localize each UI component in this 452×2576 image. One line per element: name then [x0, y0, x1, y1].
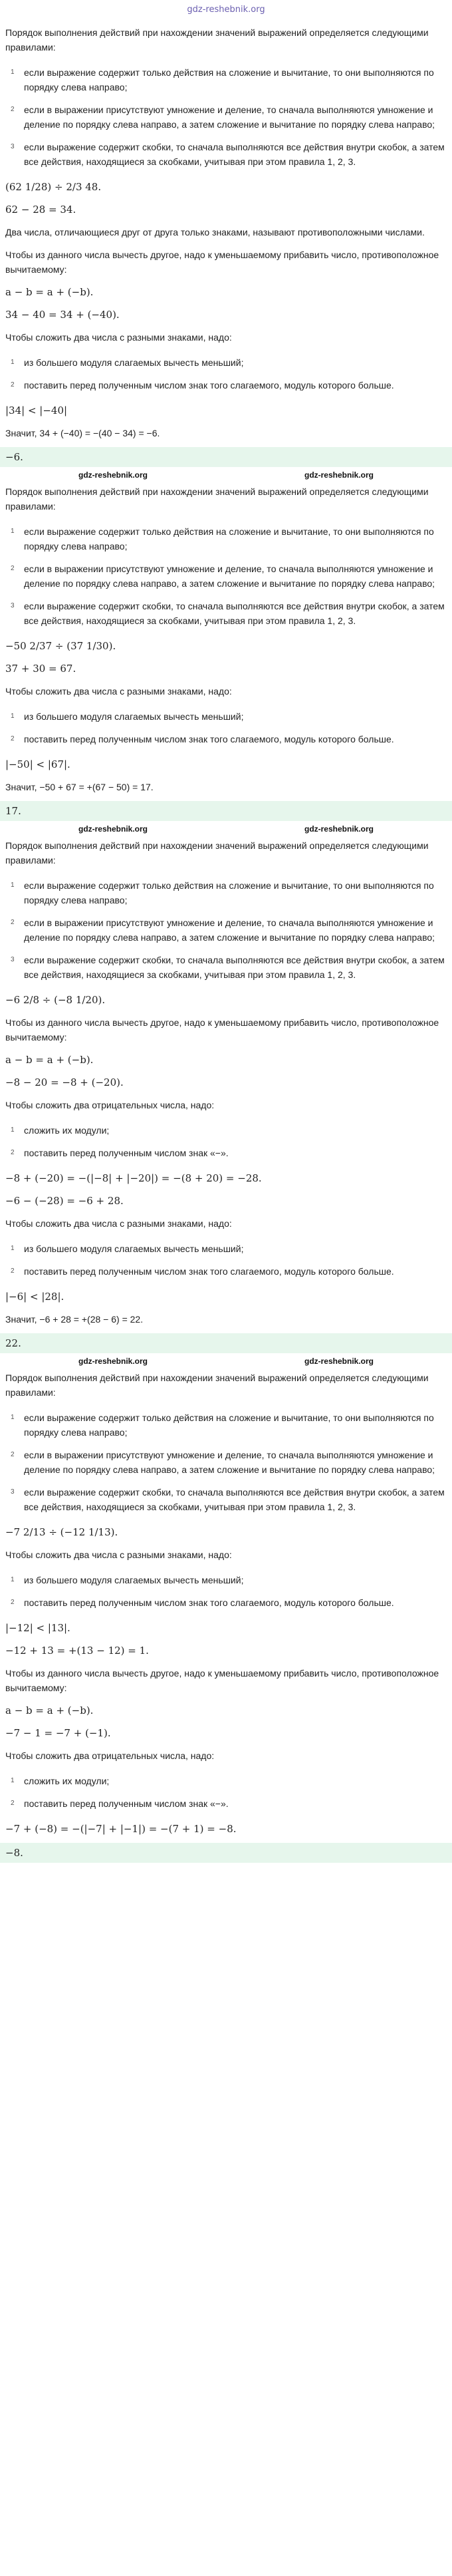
math-line: −7 − 1 = −7 + (−1). [5, 1727, 111, 1739]
step-item: 2 поставить перед полученным числом знак того слагаемого, модуль которого больше. [11, 380, 394, 391]
conclusion: Значит, −50 + 67 = +(67 − 50) = 17. [5, 782, 154, 792]
rule-item: 2 если в выражении присутствуют умножение и деление, то сначала выполняются умножение и деление по порядку слева направо, а затем сложение и вычитание по порядку слева направо; [11, 564, 435, 589]
diff-signs-intro: Чтобы сложить два числа с разными знаками, надо: [5, 1549, 232, 1560]
diff-signs-list [5, 705, 447, 750]
step-item: 2 поставить перед полученным числом знак «−». [11, 1148, 229, 1158]
solution-section-1 [0, 21, 452, 444]
rules-list [5, 874, 447, 986]
neg-intro: Чтобы сложить два отрицательных числа, надо: [5, 1100, 215, 1110]
rule-item: 1 если выражение содержит только действия на сложение и вычитание, то они выполняются по порядку слева направо; [11, 880, 434, 905]
rules-list [5, 1406, 447, 1518]
conclusion: Значит, −6 + 28 = +(28 − 6) = 22. [5, 1314, 144, 1325]
step-item: 1 из большего модуля слагаемых вычесть меньший; [11, 711, 244, 722]
math-line: 34 − 40 = 34 + (−40). [5, 309, 120, 321]
modulus-compare: |−6| < |28|. [5, 1291, 64, 1303]
step-item: 1 сложить их модули; [11, 1125, 110, 1136]
diff-signs-intro: Чтобы сложить два числа с разными знаками, надо: [5, 1218, 232, 1229]
subtract-rule-text: Чтобы из данного числа вычесть другое, надо к уменьшаемому прибавить число, противоположное вычитаемому: [5, 249, 439, 275]
answer-box: −8. [0, 1843, 452, 1863]
opposite-numbers-text: Два числа, отличающиеся друг от друга только знаками, называют противоположными числами. [5, 227, 425, 238]
formula: a − b = a + (−b). [5, 1054, 94, 1066]
conclusion: Значит, 34 + (−40) = −(40 − 34) = −6. [5, 428, 160, 438]
solution-section-3 [0, 834, 452, 1331]
expression: −50 2/37 ÷ (37 1/30). [5, 640, 116, 652]
watermark-row: gdz-reshebnik.org gdz-reshebnik.org [78, 470, 374, 480]
math-line: −8 − 20 = −8 + (−20). [5, 1076, 124, 1088]
rule-item: 2 если в выражении присутствуют умножение и деление, то сначала выполняются умножение и деление по порядку слева направо, а затем сложение и вычитание по порядку слева направо; [11, 917, 435, 943]
diff-signs-intro: Чтобы сложить два числа с разными знаками, надо: [5, 332, 232, 343]
math-line: −8 + (−20) = −(|−8| + |−20|) = −(8 + 20) = −28. [5, 1172, 262, 1184]
modulus-compare: |−12| < |13|. [5, 1622, 70, 1634]
answer-box: 22. [0, 1333, 452, 1353]
neg-steps-list [5, 1770, 447, 1815]
rule-item: 1 если выражение содержит только действия на сложение и вычитание, то они выполняются по порядку слева направо; [11, 1412, 434, 1438]
rule-item: 1 если выражение содержит только действия на сложение и вычитание, то они выполняются по порядку слева направо; [11, 67, 434, 92]
solution-section-2 [0, 480, 452, 798]
math-line: 62 − 28 = 34. [5, 204, 76, 216]
formula: a − b = a + (−b). [5, 1704, 94, 1716]
math-line: −6 − (−28) = −6 + 28. [5, 1195, 124, 1207]
rule-item: 3 если выражение содержит скобки, то сначала выполняются все действия внутри скобок, а затем все действия, находящиеся за скобками, учитывая при этом правила 1, 2, 3. [11, 955, 445, 980]
step-item: 2 поставить перед полученным числом знак «−». [11, 1798, 229, 1809]
rule-item: 2 если в выражении присутствуют умножение и деление, то сначала выполняются умножение и деление по порядку слева направо, а затем сложение и вычитание по порядку слева направо; [11, 1450, 435, 1475]
rule-item: 3 если выражение содержит скобки, то сначала выполняются все действия внутри скобок, а затем все действия, находящиеся за скобками, учитывая при этом правила 1, 2, 3. [11, 601, 445, 626]
neg-intro: Чтобы сложить два отрицательных числа, надо: [5, 1750, 215, 1761]
math-line: −7 + (−8) = −(|−7| + |−1|) = −(7 + 1) = −8. [5, 1823, 237, 1835]
step-item: 2 поставить перед полученным числом знак того слагаемого, модуль которого больше. [11, 1597, 394, 1608]
step-item: 1 из большего модуля слагаемых вычесть меньший; [11, 357, 244, 368]
site-logo[interactable]: gdz-reshebnik.org [187, 5, 265, 15]
subtract-rule-text: Чтобы из данного числа вычесть другое, надо к уменьшаемому прибавить число, противоположное вычитаемому: [5, 1668, 439, 1693]
rules-list [5, 520, 447, 632]
modulus-compare: |−50| < |67|. [5, 758, 70, 770]
watermark-row: gdz-reshebnik.org gdz-reshebnik.org [78, 1357, 374, 1366]
step-item: 2 поставить перед полученным числом знак того слагаемого, модуль которого больше. [11, 734, 394, 744]
rule-item: 2 если в выражении присутствуют умножение и деление, то сначала выполняются умножение и деление по порядку слева направо, а затем сложение и вычитание по порядку слева направо; [11, 104, 435, 130]
rules-intro: Порядок выполнения действий при нахождении значений выражений определяется следующими правилами: [5, 27, 429, 53]
rules-intro: Порядок выполнения действий при нахождении значений выражений определяется следующими правилами: [5, 486, 429, 512]
expression: (62 1/28) ÷ 2/3 48. [5, 181, 102, 193]
expression: −7 2/13 ÷ (−12 1/13). [5, 1526, 118, 1538]
formula: a − b = a + (−b). [5, 286, 94, 298]
math-line: 37 + 30 = 67. [5, 663, 76, 675]
rules-intro: Порядок выполнения действий при нахождении значений выражений определяется следующими правилами: [5, 840, 429, 866]
rule-item: 3 если выражение содержит скобки, то сначала выполняются все действия внутри скобок, а затем все действия, находящиеся за скобками, учитывая при этом правила 1, 2, 3. [11, 1487, 445, 1512]
diff-signs-list [5, 1569, 447, 1614]
step-item: 2 поставить перед полученным числом знак того слагаемого, модуль которого больше. [11, 1266, 394, 1277]
math-line: −12 + 13 = +(13 − 12) = 1. [5, 1645, 149, 1657]
solution-section-4 [0, 1367, 452, 1840]
watermark-row: gdz-reshebnik.org gdz-reshebnik.org [78, 824, 374, 834]
rule-item: 3 если выражение содержит скобки, то сначала выполняются все действия внутри скобок, а затем все действия, находящиеся за скобками, учитывая при этом правила 1, 2, 3. [11, 142, 445, 167]
rule-item: 1 если выражение содержит только действия на сложение и вычитание, то они выполняются по порядку слева направо; [11, 526, 434, 552]
answer-box: 17. [0, 801, 452, 821]
rules-list [5, 61, 447, 173]
diff-signs-intro: Чтобы сложить два числа с разными знаками, надо: [5, 686, 232, 697]
modulus-compare: |34| < |−40| [5, 404, 68, 416]
diff-signs-list [5, 351, 447, 397]
neg-steps-list [5, 1119, 447, 1164]
expression: −6 2/8 ÷ (−8 1/20). [5, 994, 106, 1006]
answer-box: −6. [0, 447, 452, 467]
subtract-rule-text: Чтобы из данного числа вычесть другое, надо к уменьшаемому прибавить число, противоположное вычитаемому: [5, 1017, 439, 1043]
diff-signs-list [5, 1237, 447, 1283]
step-item: 1 из большего модуля слагаемых вычесть меньший; [11, 1575, 244, 1585]
rules-intro: Порядок выполнения действий при нахождении значений выражений определяется следующими правилами: [5, 1372, 429, 1398]
step-item: 1 сложить их модули; [11, 1776, 110, 1786]
step-item: 1 из большего модуля слагаемых вычесть меньший; [11, 1243, 244, 1254]
